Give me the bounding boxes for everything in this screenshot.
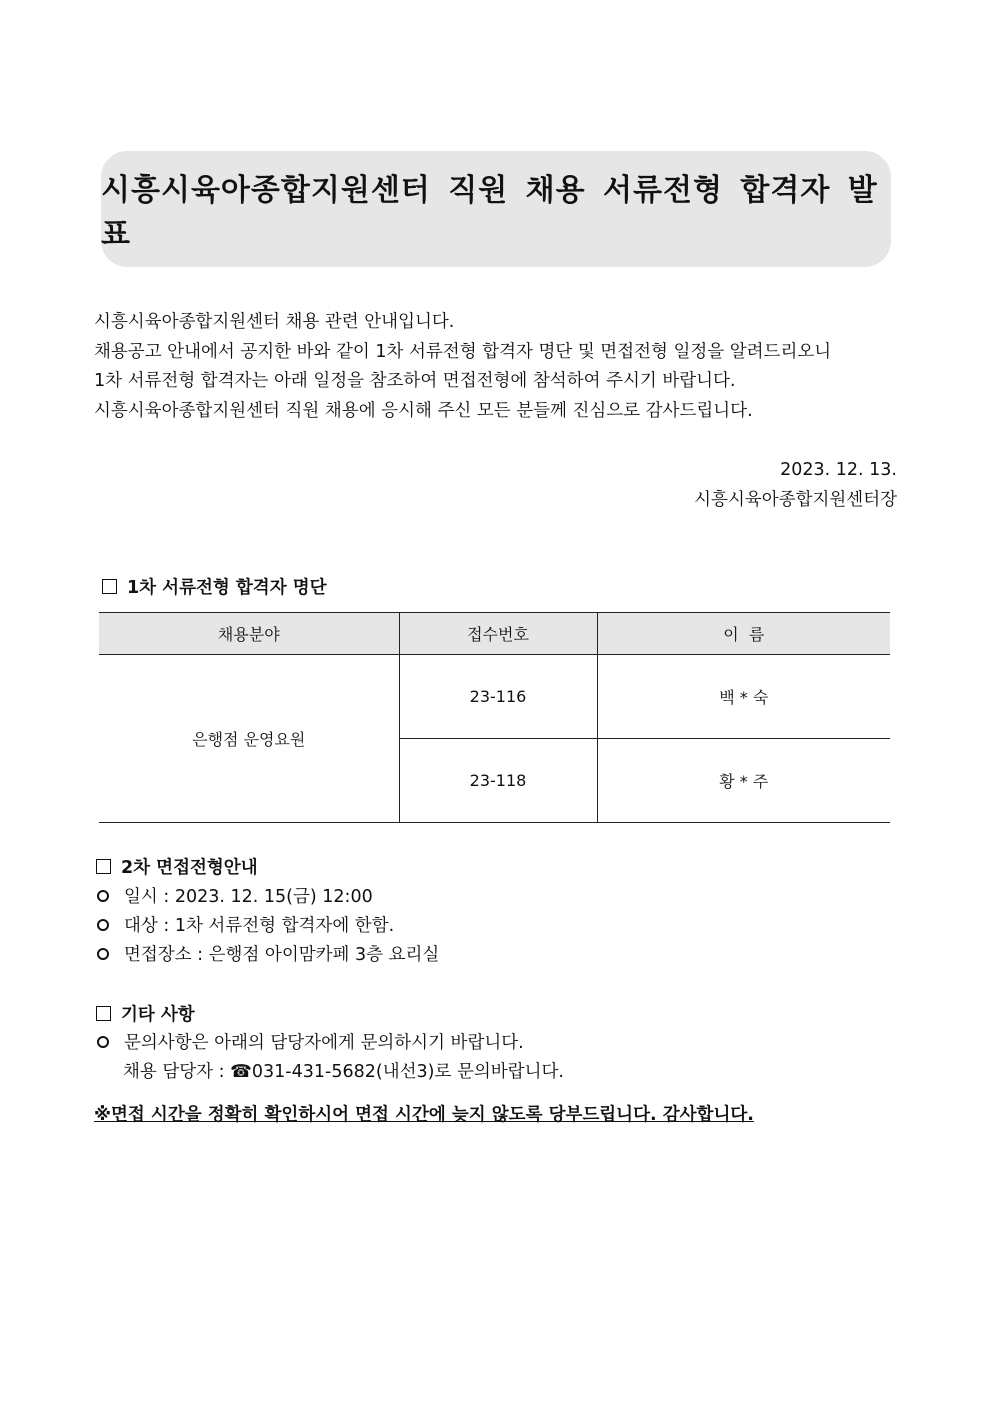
table-header-row bbox=[99, 613, 890, 655]
section-heading-label: 기타 사항 bbox=[121, 1005, 195, 1025]
contact-line bbox=[96, 1056, 916, 1085]
list-item-text: 대상 : 1차 서류전형 합격자에 한함. bbox=[124, 916, 395, 936]
intro-line: 채용공고 안내에서 공지한 바와 같이 1차 서류전형 합격자 명단 및 면접전형 일정을 알려드리오니 bbox=[94, 341, 832, 362]
number-cell: 23-118 bbox=[399, 739, 597, 823]
signature-block bbox=[694, 456, 897, 515]
column-header: 접수번호 bbox=[399, 613, 597, 655]
list-item-text: 일시 : 2023. 12. 15(금) 12:00 bbox=[124, 887, 373, 907]
page-title: 시흥시육아종합지원센터 직원 채용 서류전형 합격자 발표 bbox=[101, 173, 878, 252]
field-cell: 은행점 운영요원 bbox=[99, 655, 399, 823]
checkbox-square-icon bbox=[102, 579, 117, 594]
list-item bbox=[96, 1027, 916, 1056]
column-header: 채용분야 bbox=[99, 613, 399, 655]
table-row bbox=[99, 655, 890, 739]
list-item bbox=[96, 881, 916, 910]
section-heading-other bbox=[96, 1001, 195, 1026]
checkbox-square-icon bbox=[96, 1006, 111, 1021]
issuer: 시흥시육아종합지원센터장 bbox=[694, 489, 897, 510]
checkbox-square-icon bbox=[96, 859, 111, 874]
issue-date: 2023. 12. 13. bbox=[780, 460, 897, 480]
other-info-list bbox=[96, 1027, 916, 1085]
contact-text: 채용 담당자 : ☎031-431-5682(내선3)로 문의바랍니다. bbox=[123, 1062, 564, 1082]
circle-bullet-icon bbox=[97, 1036, 109, 1048]
number-cell: 23-116 bbox=[399, 655, 597, 739]
list-item-text: 문의사항은 아래의 담당자에게 문의하시기 바랍니다. bbox=[124, 1033, 524, 1053]
section-heading-label: 1차 서류전형 합격자 명단 bbox=[127, 578, 327, 598]
intro-paragraph bbox=[94, 308, 904, 426]
intro-line: 1차 서류전형 합격자는 아래 일정을 참조하여 면접전형에 참석하여 주시기 바랍니다. bbox=[94, 371, 736, 391]
circle-bullet-icon bbox=[97, 890, 109, 902]
name-cell: 황 * 주 bbox=[597, 739, 890, 823]
list-item bbox=[96, 939, 916, 968]
circle-bullet-icon bbox=[97, 948, 109, 960]
intro-line: 시흥시육아종합지원센터 채용 관련 안내입니다. bbox=[94, 312, 455, 332]
intro-line: 시흥시육아종합지원센터 직원 채용에 응시해 주신 모든 분들께 진심으로 감사드립니다. bbox=[94, 400, 753, 421]
section-heading-results bbox=[102, 574, 327, 599]
list-item bbox=[96, 910, 916, 939]
closing-notice: ※면접 시간을 정확히 확인하시어 면접 시간에 늦지 않도록 당부드립니다. 감사합니다. bbox=[94, 1105, 754, 1125]
interview-info-list bbox=[96, 881, 916, 968]
title-box bbox=[101, 151, 891, 267]
results-table bbox=[99, 612, 890, 823]
section-heading-label: 2차 면접전형안내 bbox=[121, 858, 258, 878]
column-header: 이 름 bbox=[597, 613, 890, 655]
section-heading-interview bbox=[96, 854, 258, 879]
list-item-text: 면접장소 : 은행점 아이맘카페 3층 요리실 bbox=[124, 945, 440, 965]
circle-bullet-icon bbox=[97, 919, 109, 931]
name-cell: 백 * 숙 bbox=[597, 655, 890, 739]
